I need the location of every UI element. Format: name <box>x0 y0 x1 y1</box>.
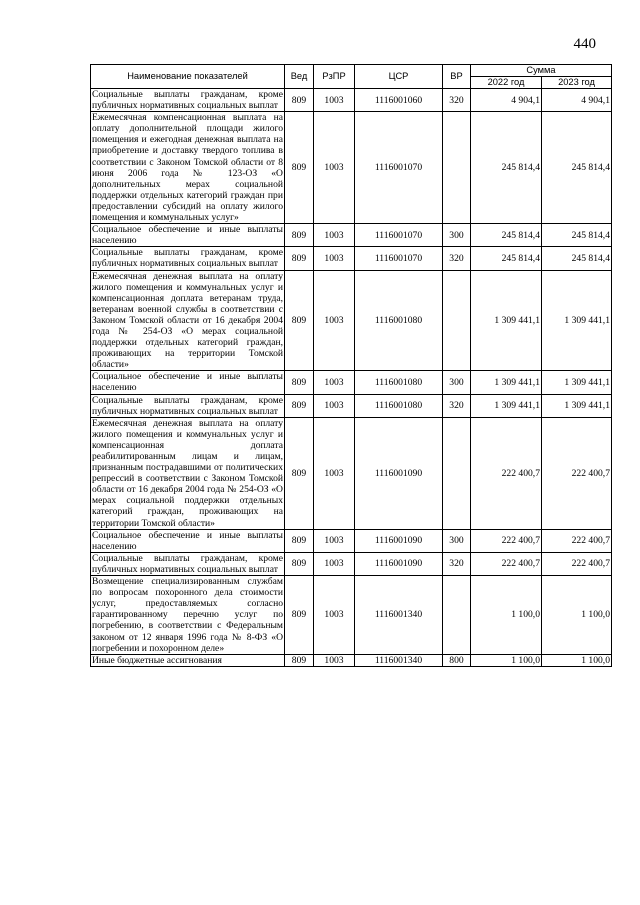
row-rzpr: 1003 <box>314 247 355 270</box>
row-vr: 800 <box>443 654 471 666</box>
row-sum-2022: 1 309 441,1 <box>471 270 542 371</box>
row-sum-2023: 1 309 441,1 <box>542 270 612 371</box>
row-vr: 300 <box>443 224 471 247</box>
row-sum-2022: 245 814,4 <box>471 224 542 247</box>
table-row <box>91 89 612 112</box>
row-sum-2023: 245 814,4 <box>542 224 612 247</box>
row-csr: 1116001090 <box>355 552 443 575</box>
budget-table <box>90 64 612 667</box>
row-ved: 809 <box>285 654 314 666</box>
row-csr: 1116001080 <box>355 371 443 394</box>
row-sum-2022: 245 814,4 <box>471 247 542 270</box>
header-sum: Сумма <box>471 65 612 77</box>
row-name: Социальное обеспечение и иные выплаты населению <box>92 224 283 247</box>
row-csr: 1116001070 <box>355 247 443 270</box>
page-number: 440 <box>573 36 596 52</box>
row-sum-2022: 1 309 441,1 <box>471 371 542 394</box>
table-row <box>91 394 612 417</box>
row-csr: 1116001070 <box>355 224 443 247</box>
table-row <box>91 654 612 666</box>
header-year-2022: 2022 год <box>471 77 542 89</box>
row-csr: 1116001340 <box>355 576 443 655</box>
row-sum-2023: 1 100,0 <box>542 576 612 655</box>
row-rzpr: 1003 <box>314 112 355 224</box>
row-sum-2023: 222 400,7 <box>542 529 612 552</box>
row-sum-2023: 1 309 441,1 <box>542 394 612 417</box>
row-rzpr: 1003 <box>314 654 355 666</box>
row-rzpr: 1003 <box>314 552 355 575</box>
row-ved: 809 <box>285 247 314 270</box>
row-vr: 300 <box>443 529 471 552</box>
row-ved: 809 <box>285 112 314 224</box>
row-sum-2022: 1 100,0 <box>471 576 542 655</box>
row-name: Социальное обеспечение и иные выплаты населению <box>92 529 283 552</box>
table-row <box>91 417 612 529</box>
table-row <box>91 576 612 655</box>
row-vr <box>443 112 471 224</box>
row-ved: 809 <box>285 89 314 112</box>
row-rzpr: 1003 <box>314 270 355 371</box>
row-sum-2022: 1 309 441,1 <box>471 394 542 417</box>
row-ved: 809 <box>285 394 314 417</box>
table-row <box>91 247 612 270</box>
row-ved: 809 <box>285 270 314 371</box>
row-ved: 809 <box>285 552 314 575</box>
header-ved: Вед <box>285 65 314 89</box>
row-name: Социальное обеспечение и иные выплаты населению <box>92 371 283 394</box>
row-name: Иные бюджетные ассигнования <box>91 654 285 666</box>
row-name: Возмещение специализированным службам по вопросам похоронного дела стоимости услуг, предоставляемых согласно гарантированному перечню услуг по погребению, в соответствии с Федеральным законом от 12 января 1996 года № 8-ФЗ «О погребении и похоронном деле» <box>92 576 283 654</box>
row-csr: 1116001340 <box>355 654 443 666</box>
row-vr: 300 <box>443 371 471 394</box>
header-name: Наименование показателей <box>91 65 285 89</box>
row-name: Ежемесячная компенсационная выплата на оплату дополнительной площади жилого помещения и ежегодная денежная выплата на приобретение и доставку твердого топлива в соответствии с Законом Томской области от 8 июня 2006 года № 123-ОЗ «О дополнительных мерах социальной поддержки отдельных категорий граждан при предоставлении субсидий на оплату жилого помещения и коммунальных услуг» <box>92 112 283 224</box>
row-vr: 320 <box>443 247 471 270</box>
row-sum-2022: 222 400,7 <box>471 552 542 575</box>
row-sum-2022: 222 400,7 <box>471 529 542 552</box>
row-rzpr: 1003 <box>314 371 355 394</box>
row-sum-2022: 1 100,0 <box>471 654 542 666</box>
row-sum-2022: 4 904,1 <box>471 89 542 112</box>
table-row <box>91 270 612 371</box>
header-year-2023: 2023 год <box>542 77 612 89</box>
row-sum-2023: 1 100,0 <box>542 654 612 666</box>
row-sum-2022: 245 814,4 <box>471 112 542 224</box>
row-sum-2023: 222 400,7 <box>542 417 612 529</box>
row-sum-2023: 1 309 441,1 <box>542 371 612 394</box>
row-csr: 1116001090 <box>355 529 443 552</box>
row-vr <box>443 417 471 529</box>
row-name: Социальные выплаты гражданам, кроме публичных нормативных социальных выплат <box>92 247 283 270</box>
row-sum-2023: 245 814,4 <box>542 247 612 270</box>
row-sum-2023: 245 814,4 <box>542 112 612 224</box>
row-name: Социальные выплаты гражданам, кроме публичных нормативных социальных выплат <box>92 552 283 575</box>
row-vr <box>443 576 471 655</box>
row-csr: 1116001090 <box>355 417 443 529</box>
row-name: Социальные выплаты гражданам, кроме публичных нормативных социальных выплат <box>92 394 283 417</box>
row-name: Ежемесячная денежная выплата на оплату жилого помещения и коммунальных услуг и компенсационная доплата реабилитированным лицам и лицам, признанным пострадавшими от политических репрессий в соответствии с Законом Томской области от 16 декабря 2004 года № 254-ОЗ «О мерах социальной поддержки отдельных категорий граждан, проживающих на территории Томской области» <box>92 417 283 529</box>
row-csr: 1116001070 <box>355 112 443 224</box>
row-sum-2023: 222 400,7 <box>542 552 612 575</box>
header-rzpr: РзПР <box>314 65 355 89</box>
row-vr <box>443 270 471 371</box>
row-rzpr: 1003 <box>314 89 355 112</box>
row-vr: 320 <box>443 394 471 417</box>
row-name: Социальные выплаты гражданам, кроме публичных нормативных социальных выплат <box>92 89 283 112</box>
row-csr: 1116001080 <box>355 270 443 371</box>
header-csr: ЦСР <box>355 65 443 89</box>
row-rzpr: 1003 <box>314 529 355 552</box>
row-ved: 809 <box>285 529 314 552</box>
row-rzpr: 1003 <box>314 224 355 247</box>
row-rzpr: 1003 <box>314 394 355 417</box>
row-name: Ежемесячная денежная выплата на оплату жилого помещения и коммунальных услуг и компенсационная доплата ветеранам труда, ветеранам военной службы в соответствии с Законом Томской области от 16 декабря 2004 года № 254-ОЗ «О мерах социальной поддержки отдельных категорий граждан, проживающих на территории Томской области» <box>92 270 283 371</box>
table-row <box>91 112 612 224</box>
row-ved: 809 <box>285 576 314 655</box>
row-rzpr: 1003 <box>314 576 355 655</box>
row-csr: 1116001080 <box>355 394 443 417</box>
row-ved: 809 <box>285 224 314 247</box>
row-sum-2023: 4 904,1 <box>542 89 612 112</box>
table-row <box>91 529 612 552</box>
row-csr: 1116001060 <box>355 89 443 112</box>
table-row <box>91 224 612 247</box>
table-row <box>91 552 612 575</box>
row-ved: 809 <box>285 371 314 394</box>
row-vr: 320 <box>443 552 471 575</box>
row-vr: 320 <box>443 89 471 112</box>
row-sum-2022: 222 400,7 <box>471 417 542 529</box>
row-rzpr: 1003 <box>314 417 355 529</box>
row-ved: 809 <box>285 417 314 529</box>
table-row <box>91 371 612 394</box>
header-vr: ВР <box>443 65 471 89</box>
